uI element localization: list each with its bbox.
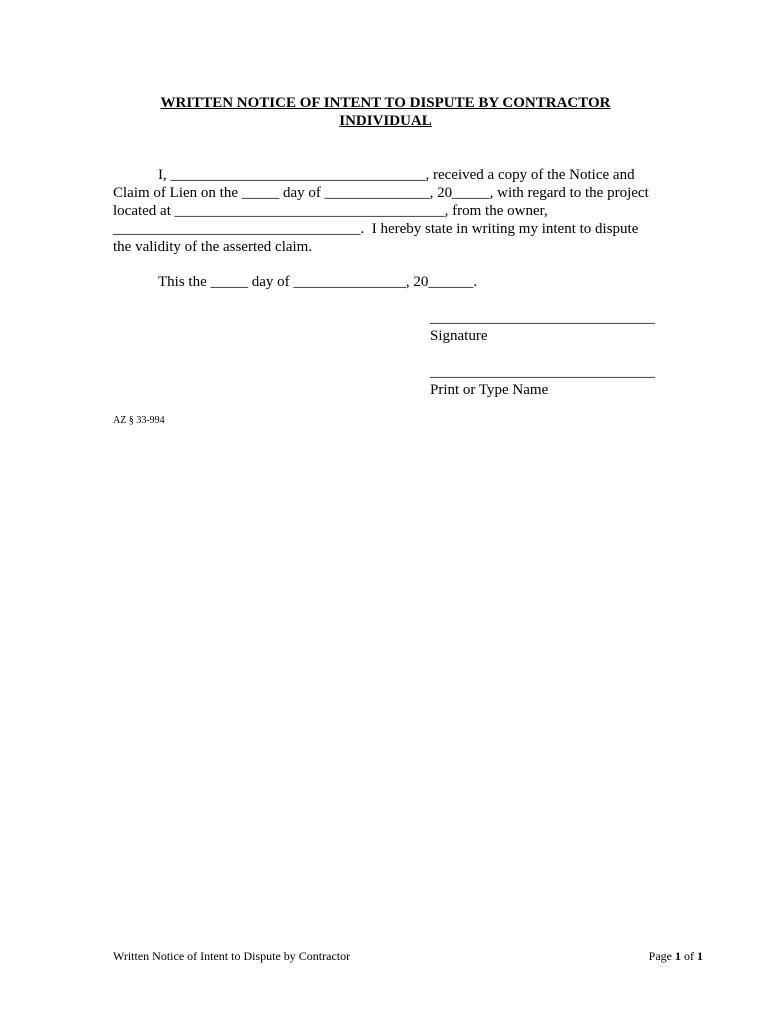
footer-document-name: Written Notice of Intent to Dispute by Contractor xyxy=(113,949,351,963)
page-of: of xyxy=(681,949,697,963)
body-line-4: _________________________________. I hereby state in writing my intent to dispute xyxy=(113,221,639,237)
signature-label: Signature xyxy=(430,328,488,344)
print-name-label: Print or Type Name xyxy=(430,382,549,398)
signature-rule: ______________________________ xyxy=(430,310,655,326)
page-total: 1 xyxy=(697,949,703,963)
date-line: This the _____ day of _______________, 20______. xyxy=(158,274,478,290)
body-line-1: I, __________________________________, received a copy of the Notice and xyxy=(158,167,635,183)
document-title: WRITTEN NOTICE OF INTENT TO DISPUTE BY CONTRACTOR xyxy=(160,95,611,111)
page-current: 1 xyxy=(675,949,681,963)
page-prefix: Page xyxy=(648,949,675,963)
body-line-2: Claim of Lien on the _____ day of ______________, 20_____, with regard to the project xyxy=(113,185,649,201)
document-subtitle: INDIVIDUAL xyxy=(339,113,432,129)
body-line-3: located at ____________________________________, from the owner, xyxy=(113,203,548,219)
body-line-5: the validity of the asserted claim. xyxy=(113,239,313,255)
statute-reference: AZ § 33-994 xyxy=(113,415,165,426)
print-name-rule: ______________________________ xyxy=(430,364,655,380)
footer-page-number xyxy=(560,949,703,963)
